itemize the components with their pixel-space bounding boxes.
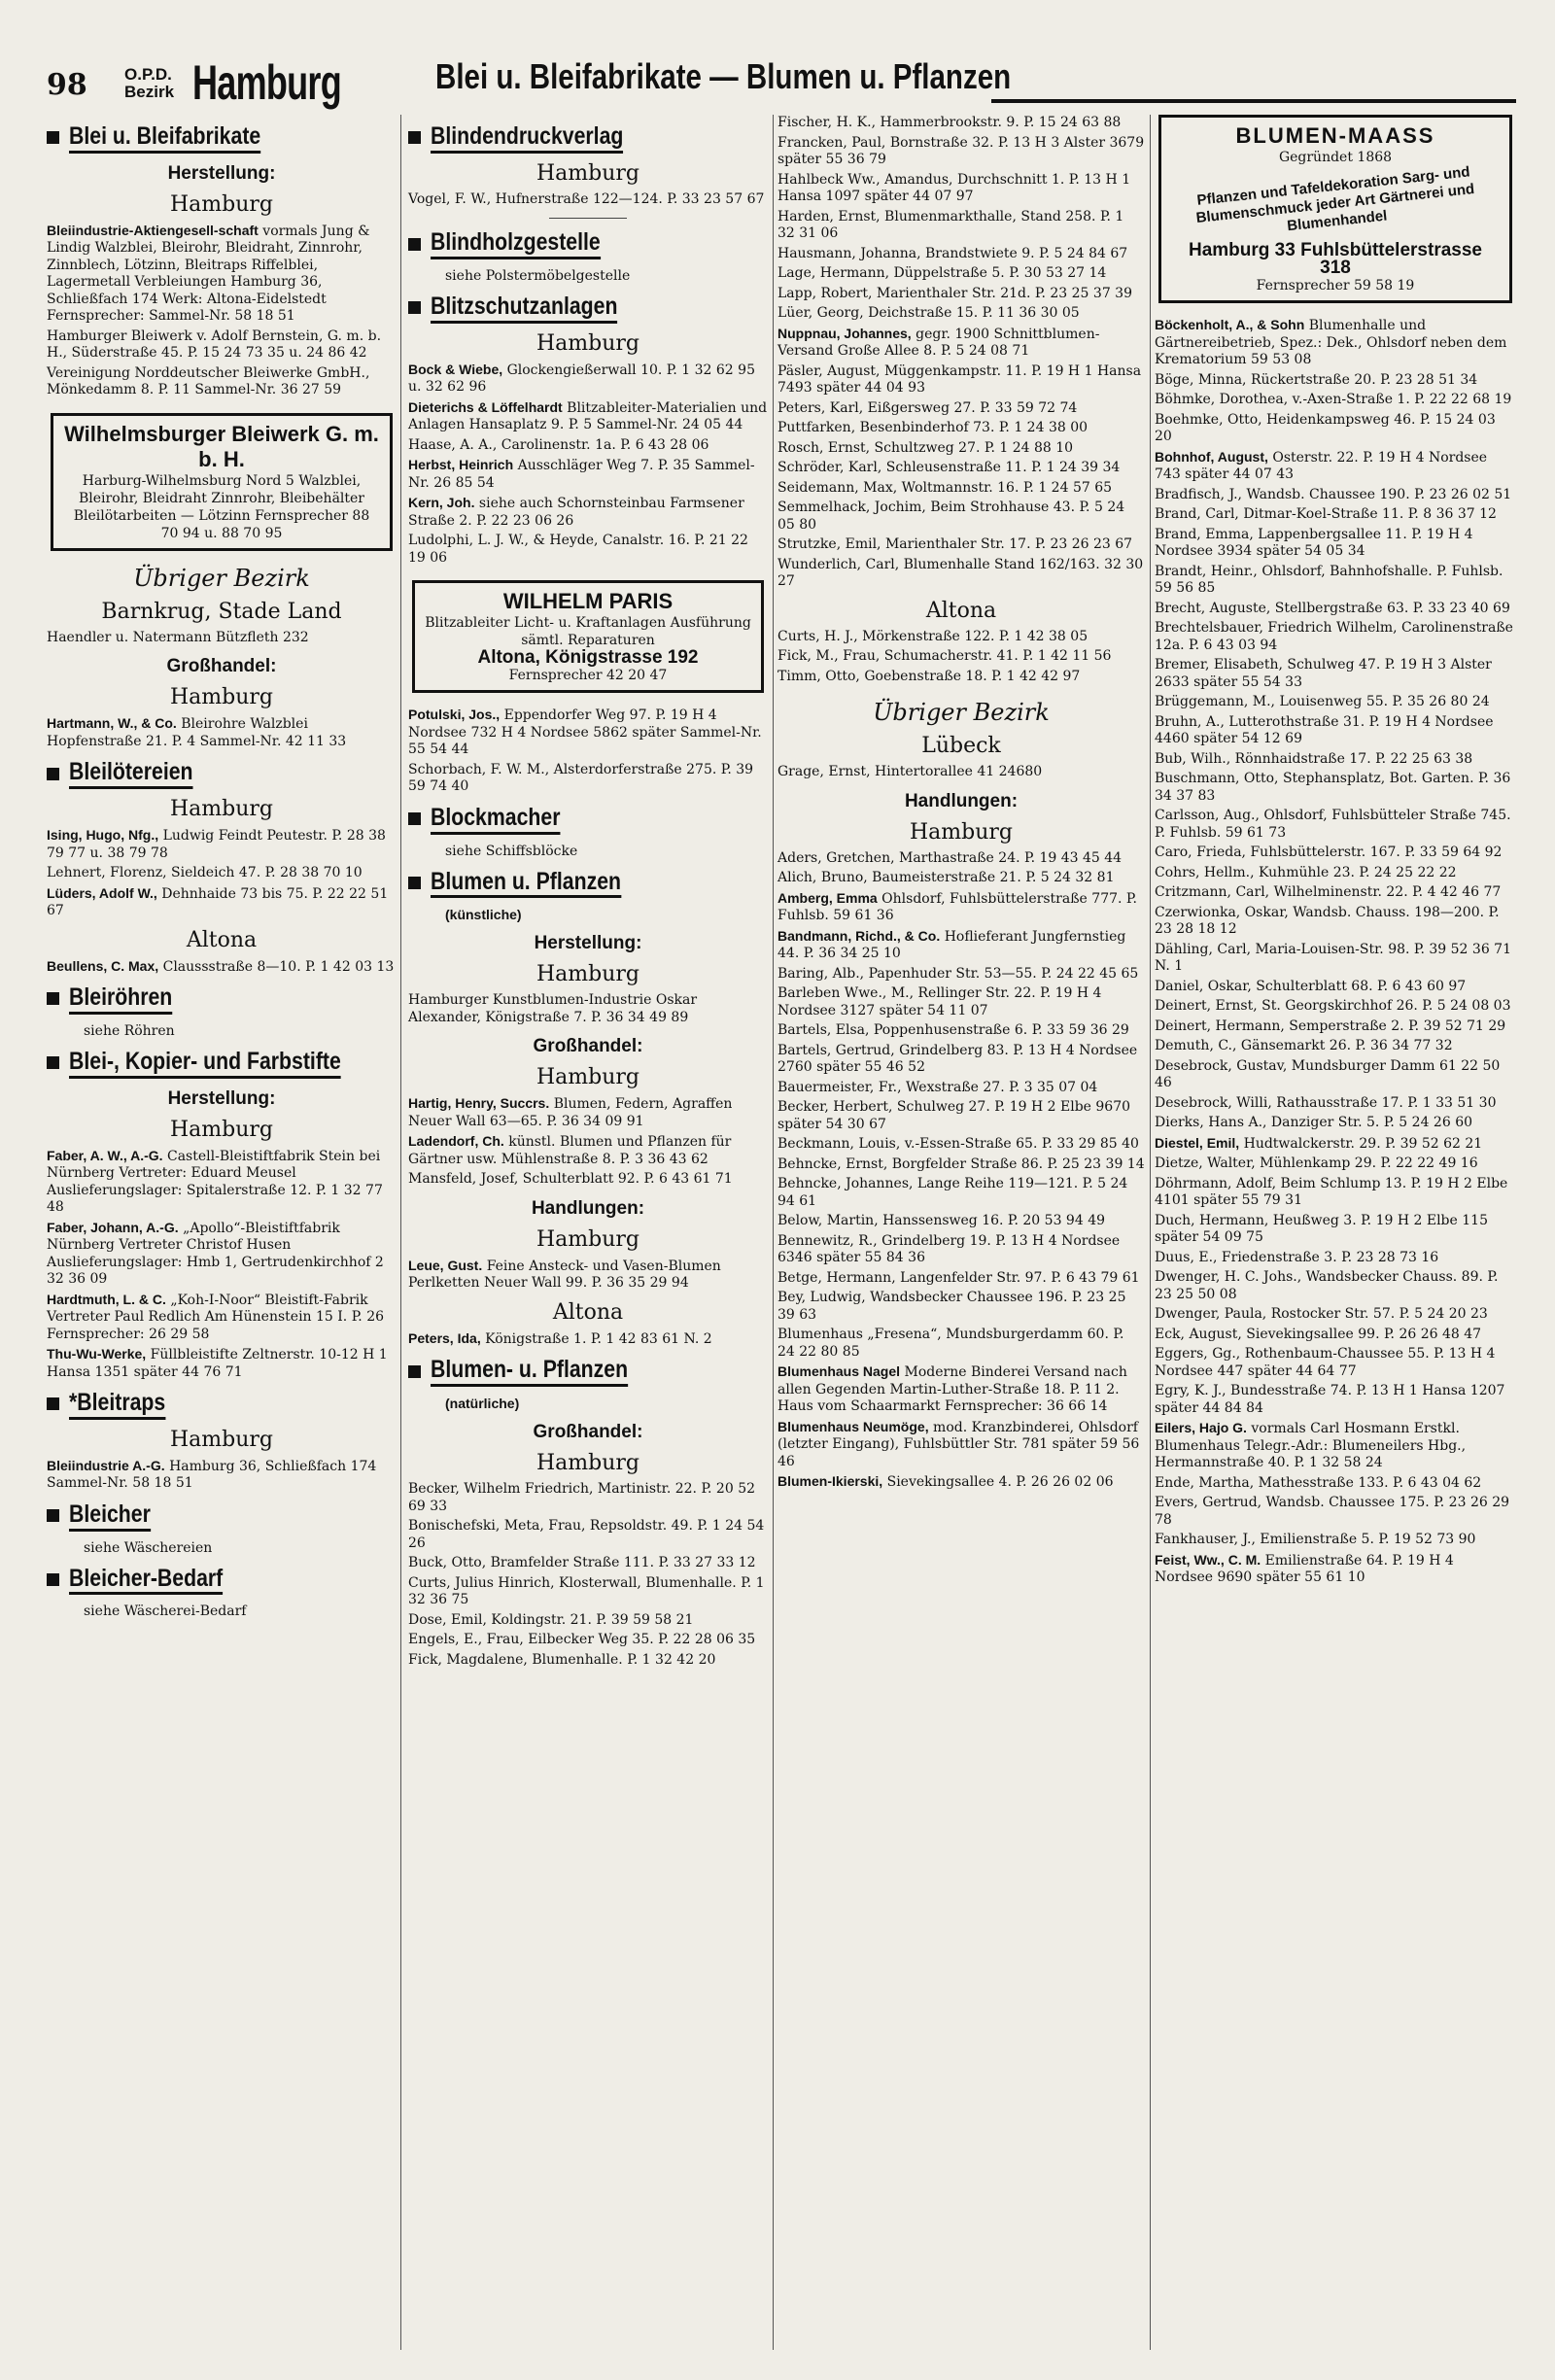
list-item: Herbst, Heinrich Ausschläger Weg 7. P. 35 Sammel-Nr. 26 85 54: [408, 457, 755, 491]
list-item: Faber, Johann, A.-G. „Apollo“-Bleistiftfabrik Nürnberg Vertreter Christof Husen Auslieferungslager: Hmb 1, Gertrudenkirchhof 2 32 36 09: [47, 1219, 384, 1287]
list-item: Vogel, F. W., Hufnerstraße 122—124. P. 33 23 57 67: [408, 190, 765, 207]
list-item: Strutzke, Emil, Marienthaler Str. 17. P. 23 26 23 67: [778, 536, 1133, 552]
district-line-2: Bezirk: [124, 83, 175, 101]
city-heading: Hamburg: [909, 819, 1013, 845]
list-item: Aders, Gretchen, Marthastraße 24. P. 19 43 45 44: [778, 849, 1123, 866]
column-4: [1155, 115, 1516, 1590]
ad-text: Blitzableiter Licht- u. Kraftanlagen Ausführung sämtl. Reparaturen: [425, 615, 751, 649]
list-item: Behncke, Ernst, Borgfelder Straße 86. P. 25 23 39 14: [778, 1156, 1145, 1172]
list-item: Beckmann, Louis, v.-Essen-Straße 65. P. 33 29 85 40: [778, 1136, 1139, 1152]
ad-address: Altona, Königstrasse 192: [477, 647, 699, 669]
district-label: [124, 66, 174, 101]
page-number: 98: [47, 68, 87, 102]
list-item: Becker, Wilhelm Friedrich, Martinistr. 22. P. 20 52 69 33: [408, 1481, 756, 1514]
list-item: Hausmann, Johanna, Brandstwiete 9. P. 5 24 84 67: [778, 245, 1128, 261]
district-line-1: O.P.D.: [124, 65, 172, 84]
list-item: Francken, Paul, Bornstraße 32. P. 13 H 3 Alster 3679 später 55 36 79: [778, 134, 1145, 167]
cross-reference: siehe Wäscherei-Bedarf: [84, 1604, 247, 1620]
list-item: Brechtelsbauer, Friedrich Wilhelm, Carolinenstraße 12a. P. 6 43 03 94: [1155, 620, 1513, 653]
list-item: Ludolphi, L. J. W., & Heyde, Canalstr. 16. P. 21 22 19 06: [408, 533, 748, 566]
list-item: Becker, Herbert, Schulweg 27. P. 19 H 2 Elbe 9670 später 54 30 67: [778, 1099, 1131, 1132]
city-heading: Hamburg: [169, 797, 273, 821]
list-item: Bleiindustrie A.-G. Hamburg 36, Schließfach 174 Sammel-Nr. 58 18 51: [47, 1457, 377, 1492]
list-item: Bock & Wiebe, Glockengießerwall 10. P. 1 32 62 95 u. 32 62 96: [408, 361, 755, 396]
cross-reference: siehe Röhren: [84, 1022, 175, 1039]
list-item: Bonischefski, Meta, Frau, Repsoldstr. 49. P. 1 24 54 26: [408, 1518, 765, 1551]
list-item: Eggers, Gg., Rothenbaum-Chaussee 55. P. 13 H 4 Nordsee 447 später 44 64 77: [1155, 1346, 1496, 1379]
region-heading: Übriger Bezirk: [873, 699, 1050, 726]
list-item: Boehmke, Otto, Heidenkampsweg 46. P. 15 24 03 20: [1155, 411, 1496, 444]
list-item: Nuppnau, Johannes, gegr. 1900 Schnittblumen-Versand Große Allee 8. P. 5 24 08 71: [778, 325, 1100, 359]
list-item: Desebrock, Gustav, Mundsburger Damm 61 22 50 46: [1155, 1057, 1501, 1090]
list-item: Wunderlich, Carl, Blumenhalle Stand 162/163. 32 30 27: [778, 556, 1144, 589]
list-item: Lehnert, Florenz, Sieldeich 47. P. 28 38 70 10: [47, 865, 363, 880]
list-item: Harden, Ernst, Blumenmarkthalle, Stand 258. P. 1 32 31 06: [778, 208, 1124, 241]
list-item: Desebrock, Willi, Rathausstraße 17. P. 1 33 51 30: [1155, 1094, 1497, 1111]
list-item: Eilers, Hajo G. vormals Carl Hosmann Erstkl. Blumenhaus Telegr.-Adr.: Blumeneilers Hbg., Hermannstraße 40. P. 1 32 58 24: [1155, 1420, 1467, 1470]
list-item: Dieterichs & Löffelhardt Blitzableiter-Materialien und Anlagen Hansaplatz 9. P. 5 Sammel-Nr. 24 05 44: [408, 398, 768, 433]
section-heading: Bleicher-Bedarf: [47, 1565, 397, 1596]
list-item: Ladendorf, Ch. künstl. Blumen und Pflanzen für Gärtner usw. Mühlenstraße 8. P. 3 36 43 62: [408, 1133, 732, 1167]
list-item: Bohnhof, August, Osterstr. 22. P. 19 H 4 Nordsee 743 später 44 07 43: [1155, 448, 1488, 482]
section-heading: Bleilötereien: [47, 758, 397, 789]
ad-phone: Fernsprecher 59 58 19: [1256, 278, 1415, 293]
list-item: Dietze, Walter, Mühlenkamp 29. P. 22 22 49 16: [1155, 1156, 1478, 1171]
list-item: Dierks, Hans A., Danziger Str. 5. P. 5 24 26 60: [1155, 1115, 1473, 1130]
list-item: Alich, Bruno, Baumeisterstraße 21. P. 5 24 32 81: [778, 870, 1115, 885]
list-item: Semmelhack, Jochim, Beim Strohhause 43. P. 5 24 05 80: [778, 500, 1125, 533]
list-item: Thu-Wu-Werke, Füllbleistifte Zeltnerstr. 10-12 H 1 Hansa 1351 später 44 76 71: [47, 1346, 388, 1380]
ad-address: Hamburg 33 Fuhlsbüttelerstrasse 318: [1189, 240, 1482, 278]
list-item: Buschmann, Otto, Stephansplatz, Bot. Garten. P. 36 34 37 83: [1155, 771, 1511, 804]
list-item: Below, Martin, Hanssensweg 16. P. 20 53 94 49: [778, 1213, 1106, 1228]
subheading: Großhandel:: [166, 656, 277, 677]
list-item: Demuth, C., Gänsemarkt 26. P. 36 34 77 32: [1155, 1038, 1453, 1053]
list-item: Dose, Emil, Koldingstr. 21. P. 39 59 58 21: [408, 1611, 694, 1628]
list-item: Amberg, Emma Ohlsdorf, Fuhlsbüttelerstraße 777. P. Fuhlsb. 59 61 36: [778, 889, 1137, 923]
list-item: Peters, Ida, Königstraße 1. P. 1 42 83 61 N. 2: [408, 1329, 712, 1347]
list-item: Leue, Gust. Feine Ansteck- und Vasen-Blumen Perlketten Neuer Wall 99. P. 36 35 29 94: [408, 1257, 721, 1292]
list-item: Brand, Carl, Ditmar-Koel-Straße 11. P. 8 36 37 12: [1155, 506, 1497, 522]
list-item: Duch, Hermann, Heußweg 3. P. 19 H 2 Elbe 115 später 54 09 75: [1155, 1212, 1488, 1245]
list-item: Fankhauser, J., Emilienstraße 5. P. 19 52 73 90: [1155, 1532, 1476, 1547]
list-item: Lüders, Adolf W., Dehnhaide 73 bis 75. P. 22 22 51 67: [47, 884, 389, 918]
list-item: Daniel, Oskar, Schulterblatt 68. P. 6 43 60 97: [1155, 978, 1467, 994]
list-item: Barleben Wwe., M., Rellinger Str. 22. P. 19 H 4 Nordsee 3127 später 54 11 07: [778, 985, 1102, 1018]
list-item: Cohrs, Hellm., Kuhmühle 23. P. 24 25 22 22: [1155, 864, 1457, 880]
list-item: Deinert, Ernst, St. Georgskirchhof 26. P. 5 24 08 03: [1155, 998, 1511, 1014]
list-item: Fick, M., Frau, Schumacherstr. 41. P. 1 42 11 56: [778, 648, 1112, 664]
list-item: Bremer, Elisabeth, Schulweg 47. P. 19 H 3 Alster 2633 später 55 54 33: [1155, 657, 1492, 690]
list-item: Dwenger, Paula, Rostocker Str. 57. P. 5 24 20 23: [1155, 1306, 1488, 1322]
list-item: Diestel, Emil, Hudtwalckerstr. 29. P. 39 52 62 21: [1155, 1134, 1483, 1152]
city-heading: Hamburg: [536, 330, 639, 356]
list-item: Carlsson, Aug., Ohlsdorf, Fuhlsbütteler Straße 745. P. Fuhlsb. 59 61 73: [1155, 808, 1511, 841]
section-heading: Blindholzgestelle: [408, 228, 768, 259]
list-item: Dwenger, H. C. Johs., Wandsbecker Chauss. 89. P. 23 25 50 08: [1155, 1269, 1499, 1302]
advertisement-box: [1158, 115, 1512, 303]
list-item: Bruhn, A., Lutterothstraße 31. P. 19 H 4 Nordsee 4460 später 54 12 69: [1155, 713, 1494, 746]
section-heading: Blindendruckverlag: [408, 122, 768, 154]
list-item: Curts, H. J., Mörkenstraße 122. P. 1 42 38 05: [778, 628, 1088, 644]
divider: [549, 218, 627, 219]
section-heading: Bleiröhren: [47, 983, 397, 1015]
header-rule: [991, 99, 1516, 103]
list-item: Puttfarken, Besenbinderhof 73. P. 1 24 38 00: [778, 420, 1088, 435]
city-heading: Hamburg: [536, 962, 639, 987]
list-item: Grage, Ernst, Hintertorallee 41 24680: [778, 764, 1043, 779]
ad-founded: Gegründet 1868: [1278, 150, 1393, 165]
list-item: Eck, August, Sievekingsallee 99. P. 26 26 48 47: [1155, 1326, 1482, 1342]
advertisement-box: [51, 413, 393, 551]
section-heading: *Bleitraps: [47, 1389, 397, 1420]
city-heading: Hamburg: [536, 1065, 639, 1090]
list-item: Duus, E., Friedenstraße 3. P. 23 28 73 16: [1155, 1249, 1439, 1265]
subheading: Handlungen:: [531, 1197, 645, 1219]
list-item: Hartmann, W., & Co. Bleirohre Walzblei Hopfenstraße 21. P. 4 Sammel-Nr. 42 11 33: [47, 715, 347, 749]
list-item: Brand, Emma, Lappenbergsallee 11. P. 19 H 4 Nordsee 3934 später 54 05 34: [1155, 526, 1473, 559]
column-3: [778, 115, 1145, 1495]
section-heading: Blei u. Bleifabrikate: [47, 122, 397, 154]
list-item: Timm, Otto, Goebenstraße 18. P. 1 42 42 97: [778, 668, 1081, 684]
list-item: Seidemann, Max, Woltmannstr. 16. P. 1 24 57 65: [778, 479, 1113, 496]
list-item: Hardtmuth, L. & C. „Koh-I-Noor“ Bleistift-Fabrik Vertreter Paul Redlich Am Hünenstein 15 I. P. 26 Fernsprecher: 26 29 58: [47, 1291, 385, 1342]
city-heading: Altona: [186, 927, 258, 952]
list-item: Döhrmann, Adolf, Beim Schlump 13. P. 19 H 2 Elbe 4101 später 55 79 31: [1155, 1175, 1508, 1208]
section-qualifier: (künstliche): [445, 907, 522, 923]
list-item: Haendler u. Natermann Bützfleth 232: [47, 629, 309, 645]
city-heading: Hamburg: [169, 191, 273, 217]
region-heading: Übriger Bezirk: [133, 564, 310, 592]
section-heading: Blumen- u. Pflanzen: [408, 1356, 768, 1387]
list-item: Behncke, Johannes, Lange Reihe 119—121. P. 5 24 94 61: [778, 1176, 1128, 1209]
list-item: Böckenholt, A., & Sohn Blumenhalle und Gärtnereibetrieb, Spez.: Dek., Ohlsdorf neben dem Krematorium 59 53 08: [1155, 317, 1507, 367]
column-2: [408, 115, 768, 1672]
ad-text: Pflanzen und Tafeldekoration Sarg- und Blumenschmuck jeder Art Gärtnerei und Blumenhandel: [1194, 163, 1475, 235]
subheading: Handlungen:: [904, 790, 1019, 811]
list-item: Bennewitz, R., Grindelberg 19. P. 13 H 4 Nordsee 6346 später 55 84 36: [778, 1232, 1121, 1265]
ad-text: Harburg-Wilhelmsburg Nord 5 Walzblei, Bleirohr, Bleidraht Zinnrohr, Bleibehälter Bleilötarbeiten — Lötzinn Fernsprecher 88 70 94 u. 88 70 95: [73, 472, 370, 541]
city-heading: Hamburg: [169, 1427, 273, 1452]
ad-phone: Fernsprecher 42 20 47: [508, 668, 668, 684]
column-divider: [773, 115, 774, 2350]
list-item: Hamburger Kunstblumen-Industrie Oskar Alexander, Königstraße 7. P. 36 34 49 89: [408, 992, 698, 1025]
list-item: Böge, Minna, Rückertstraße 20. P. 23 28 51 34: [1155, 371, 1478, 388]
list-item: Haase, A. A., Carolinenstr. 1a. P. 6 43 28 06: [408, 436, 709, 453]
list-item: Beullens, C. Max, Claussstraße 8—10. P. 1 42 03 13: [47, 957, 395, 975]
section-heading: Blitzschutzanlagen: [408, 293, 768, 324]
list-item: Curts, Julius Hinrich, Klosterwall, Blumenhalle. P. 1 32 36 75: [408, 1574, 765, 1607]
list-item: Bartels, Gertrud, Grindelberg 83. P. 13 H 4 Nordsee 2760 später 55 46 52: [778, 1042, 1138, 1075]
ad-title: Wilhelmsburger Bleiwerk G. m. b. H.: [64, 421, 379, 471]
list-item: Deinert, Hermann, Semperstraße 2. P. 39 52 71 29: [1155, 1018, 1506, 1034]
header-city: Hamburg: [192, 55, 341, 110]
list-item: Peters, Karl, Eißgersweg 27. P. 33 59 72 74: [778, 399, 1078, 416]
list-item: Potulski, Jos., Eppendorfer Weg 97. P. 19 H 4 Nordsee 732 H 4 Nordsee 5862 später Sammel-Nr. 55 54 44: [408, 707, 762, 758]
city-heading: Lübeck: [921, 734, 1001, 758]
cross-reference: siehe Polstermöbelgestelle: [445, 268, 631, 284]
section-qualifier: (natürliche): [445, 1396, 520, 1411]
subheading: Großhandel:: [533, 1036, 643, 1057]
list-item: Schorbach, F. W. M., Alsterdorferstraße 275. P. 39 59 74 40: [408, 761, 754, 795]
list-item: Egry, K. J., Bundesstraße 74. P. 13 H 1 Hansa 1207 später 44 84 84: [1155, 1383, 1505, 1416]
list-item: Feist, Ww., C. M. Emilienstraße 64. P. 19 H 4 Nordsee 9690 später 55 61 10: [1155, 1551, 1454, 1585]
subheading: Großhandel:: [533, 1422, 643, 1442]
list-item: Kern, Joh. siehe auch Schornsteinbau Farmsener Straße 2. P. 22 23 06 26: [408, 495, 744, 529]
list-item: Rosch, Ernst, Schultzweg 27. P. 1 24 88 10: [778, 439, 1074, 456]
cross-reference: siehe Schiffsblöcke: [445, 843, 578, 859]
list-item: Ende, Martha, Mathesstraße 133. P. 6 43 04 62: [1155, 1474, 1482, 1491]
list-item: Caro, Frieda, Fuhlsbüttelerstr. 167. P. 33 59 64 92: [1155, 845, 1503, 860]
section-heading: Blei-, Kopier- und Farbstifte: [47, 1048, 397, 1079]
list-item: Bleiindustrie-Aktiengesell-schaft vormals Jung & Lindig Walzblei, Bleirohr, Bleidraht, Zinnrohr, Zinnblech, Lötzinn, Bleitraps Riffelblei, Lagermetall Verbleiungen Hamburg 36, Schließfach 174 Werk: Altona-Eidelstedt Fernsprecher: Sammel-Nr. 58 18 51: [47, 222, 370, 325]
list-item: Schröder, Karl, Schleusenstraße 11. P. 1 24 39 34: [778, 460, 1121, 475]
list-item: Dähling, Carl, Maria-Louisen-Str. 98. P. 39 52 36 71 N. 1: [1155, 941, 1511, 974]
list-item: Blumenhaus „Fresena“, Mundsburgerdamm 60. P. 24 22 80 85: [778, 1327, 1124, 1360]
city-heading: Hamburg: [536, 1451, 639, 1475]
list-item: Baring, Alb., Papenhuder Str. 53—55. P. 24 22 45 65: [778, 965, 1139, 982]
subheading: Herstellung:: [167, 162, 276, 184]
list-item: Brüggemann, M., Louisenweg 55. P. 35 26 80 24: [1155, 694, 1490, 709]
city-heading: Altona: [925, 598, 997, 623]
city-heading: Barnkrug, Stade Land: [101, 599, 342, 624]
list-item: Lage, Hermann, Düppelstraße 5. P. 30 53 27 14: [778, 265, 1107, 281]
list-item: Päsler, August, Müggenkampstr. 11. P. 19 H 1 Hansa 7493 später 44 04 93: [778, 362, 1142, 396]
list-item: Bauermeister, Fr., Wexstraße 27. P. 3 35 07 04: [778, 1079, 1098, 1095]
list-item: Mansfeld, Josef, Schulterblatt 92. P. 6 43 61 71: [408, 1171, 733, 1188]
list-item: Bey, Ludwig, Wandsbecker Chaussee 196. P. 23 25 39 63: [778, 1290, 1126, 1323]
list-item: Brandt, Heinr., Ohlsdorf, Bahnhofshalle. P. Fuhlsb. 59 56 85: [1155, 563, 1503, 596]
city-heading: Hamburg: [169, 685, 273, 710]
subheading: Herstellung:: [534, 933, 642, 954]
city-heading: Altona: [552, 1299, 624, 1325]
subheading: Herstellung:: [167, 1087, 276, 1109]
list-item: Lapp, Robert, Marienthaler Str. 21d. P. 23 25 37 39: [778, 285, 1132, 301]
section-heading: Bleicher: [47, 1500, 397, 1532]
city-heading: Hamburg: [536, 1226, 639, 1252]
section-heading: Blumen u. Pflanzen: [408, 868, 768, 899]
section-heading: Blockmacher: [408, 804, 768, 835]
list-item: Bartels, Elsa, Poppenhusenstraße 6. P. 33 59 36 29: [778, 1022, 1129, 1038]
column-1: [47, 115, 397, 1626]
list-item: Engels, E., Frau, Eilbecker Weg 35. P. 22 28 06 35: [408, 1632, 756, 1647]
list-item: Lüer, Georg, Deichstraße 15. P. 11 36 30 05: [778, 305, 1080, 321]
list-item: Betge, Hermann, Langenfelder Str. 97. P. 6 43 79 61: [778, 1269, 1140, 1286]
ad-title: WILHELM PARIS: [502, 589, 674, 614]
column-divider: [1150, 115, 1151, 2350]
ad-title: BLUMEN-MAASS: [1235, 123, 1435, 148]
list-item: Böhmke, Dorothea, v.-Axen-Straße 1. P. 22 22 68 19: [1155, 392, 1512, 407]
list-item: Vereinigung Norddeutscher Bleiwerke GmbH., Mönkedamm 8. P. 11 Sammel-Nr. 36 27 59: [47, 364, 370, 398]
list-item: Bandmann, Richd., & Co. Hoflieferant Jungfernstieg 44. P. 36 34 25 10: [778, 927, 1126, 961]
list-item: Hahlbeck Ww., Amandus, Durchschnitt 1. P. 13 H 1 Hansa 1097 später 44 07 97: [778, 171, 1131, 204]
list-item: Blumen-Ikierski, Sievekingsallee 4. P. 26 26 02 06: [778, 1473, 1114, 1490]
list-item: Blumenhaus Nagel Moderne Binderei Versand nach allen Gegenden Martin-Luther-Straße 18. P. 11 2. Haus vom Schaarmarkt Fernsprecher: 36 66 14: [778, 1363, 1127, 1414]
list-item: Blumenhaus Neumöge, mod. Kranzbinderei, Ohlsdorf (letzter Eingang), Fuhlsbüttler Str. 781 später 59 56 46: [778, 1418, 1140, 1469]
list-item: Evers, Gertrud, Wandsb. Chaussee 175. P. 23 26 29 78: [1155, 1495, 1510, 1528]
list-item: Bub, Wilh., Rönnhaidstraße 17. P. 22 25 63 38: [1155, 750, 1473, 767]
list-item: Ising, Hugo, Nfg., Ludwig Feindt Peutestr. P. 28 38 79 77 u. 38 79 78: [47, 827, 386, 861]
list-item: Critzmann, Carl, Wilhelminenstr. 22. P. 4 42 46 77: [1155, 884, 1502, 900]
page-title: Blei u. Bleifabrikate — Blumen u. Pflanzen: [435, 56, 1012, 96]
list-item: Czerwionka, Oskar, Wandsb. Chauss. 198—200. P. 23 28 18 12: [1155, 904, 1500, 937]
list-item: Fick, Magdalene, Blumenhalle. P. 1 32 42 20: [408, 1651, 716, 1668]
city-heading: Hamburg: [536, 160, 639, 186]
list-item: Hamburger Bleiwerk v. Adolf Bernstein, G. m. b. H., Süderstraße 45. P. 15 24 73 35 u. 24 86 42: [47, 328, 382, 362]
advertisement-box: [412, 580, 764, 693]
list-item: Faber, A. W., A.-G. Castell-Bleistiftfabrik Stein bei Nürnberg Vertreter: Eduard Meusel Auslieferungslager: Spitalerstraße 12. P. 1 32 77 48: [47, 1147, 383, 1215]
column-divider: [400, 115, 401, 2350]
city-heading: Hamburg: [169, 1117, 273, 1142]
list-item: Brecht, Auguste, Stellbergstraße 63. P. 33 23 40 69: [1155, 600, 1510, 616]
cross-reference: siehe Wäschereien: [84, 1539, 213, 1556]
list-item: Bradfisch, J., Wandsb. Chaussee 190. P. 23 26 02 51: [1155, 486, 1512, 502]
page-header: [39, 37, 1516, 115]
list-item: Fischer, H. K., Hammerbrookstr. 9. P. 15 24 63 88: [778, 115, 1122, 130]
list-item: Buck, Otto, Bramfelder Straße 111. P. 33 27 33 12: [408, 1555, 756, 1570]
list-item: Hartig, Henry, Succrs. Blumen, Federn, Agraffen Neuer Wall 63—65. P. 36 34 09 91: [408, 1095, 733, 1129]
